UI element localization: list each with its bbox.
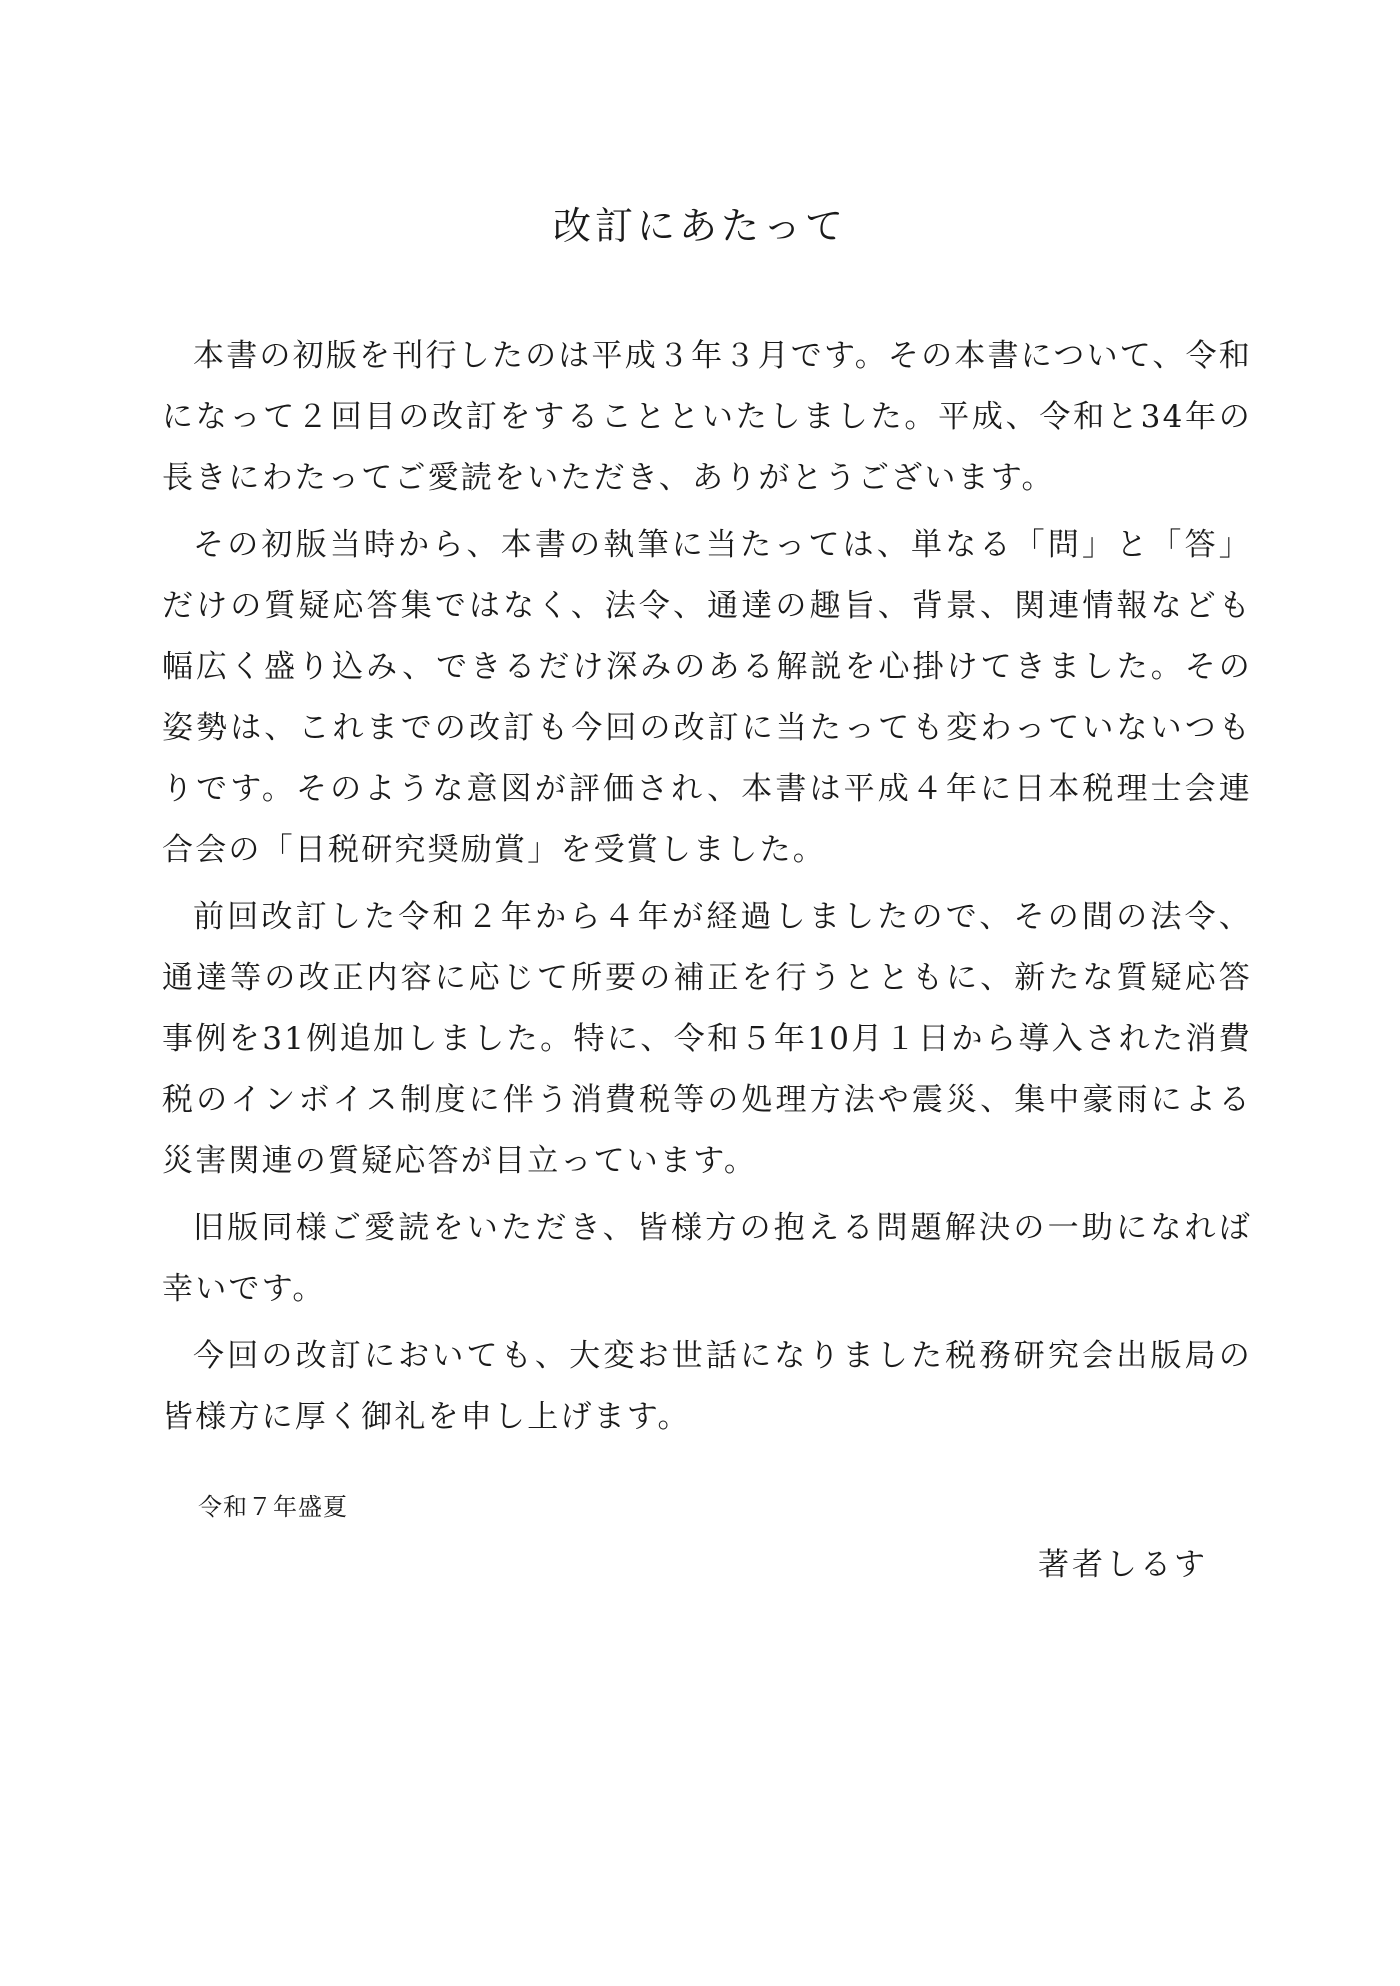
paragraph-1: 本書の初版を刊行したのは平成３年３月です。その本書について、令和になって２回目の改訂をすることといたしました。平成、令和と34年の長きにわたってご愛読をいただき、ありがとうございます。: [162, 338, 1252, 496]
page-title: 改訂にあたって: [552, 204, 847, 248]
paragraph-5: 今回の改訂においても、大変お世話になりました税務研究会出版局の皆様方に厚く御礼を申し上げます。: [162, 1338, 1252, 1435]
preface-body: [162, 326, 1252, 1454]
paragraph-4: 旧版同様ご愛読をいただき、皆様方の抱える問題解決の一助になれば幸いです。: [162, 1210, 1252, 1307]
paragraph-2: その初版当時から、本書の執筆に当たっては、単なる「問」と「答」だけの質疑応答集ではなく、法令、通達の趣旨、背景、関連情報なども幅広く盛り込み、できるだけ深みのある解説を心掛けてきました。その姿勢は、これまでの改訂も今回の改訂に当たっても変わっていないつもりです。そのような意図が評価され、本書は平成４年に日本税理士会連合会の「日税研究奨励賞」を受賞しました。: [162, 527, 1252, 868]
author-signature: 著者しるす: [1038, 1547, 1208, 1583]
date-line: 令和７年盛夏: [198, 1493, 348, 1521]
paragraph-3: 前回改訂した令和２年から４年が経過しましたので、その間の法令、通達等の改正内容に応じて所要の補正を行うとともに、新たな質疑応答事例を31例追加しました。特に、令和５年10月１日から導入された消費税のインボイス制度に伴う消費税等の処理方法や震災、集中豪雨による災害関連の質疑応答が目立っています。: [162, 899, 1252, 1179]
